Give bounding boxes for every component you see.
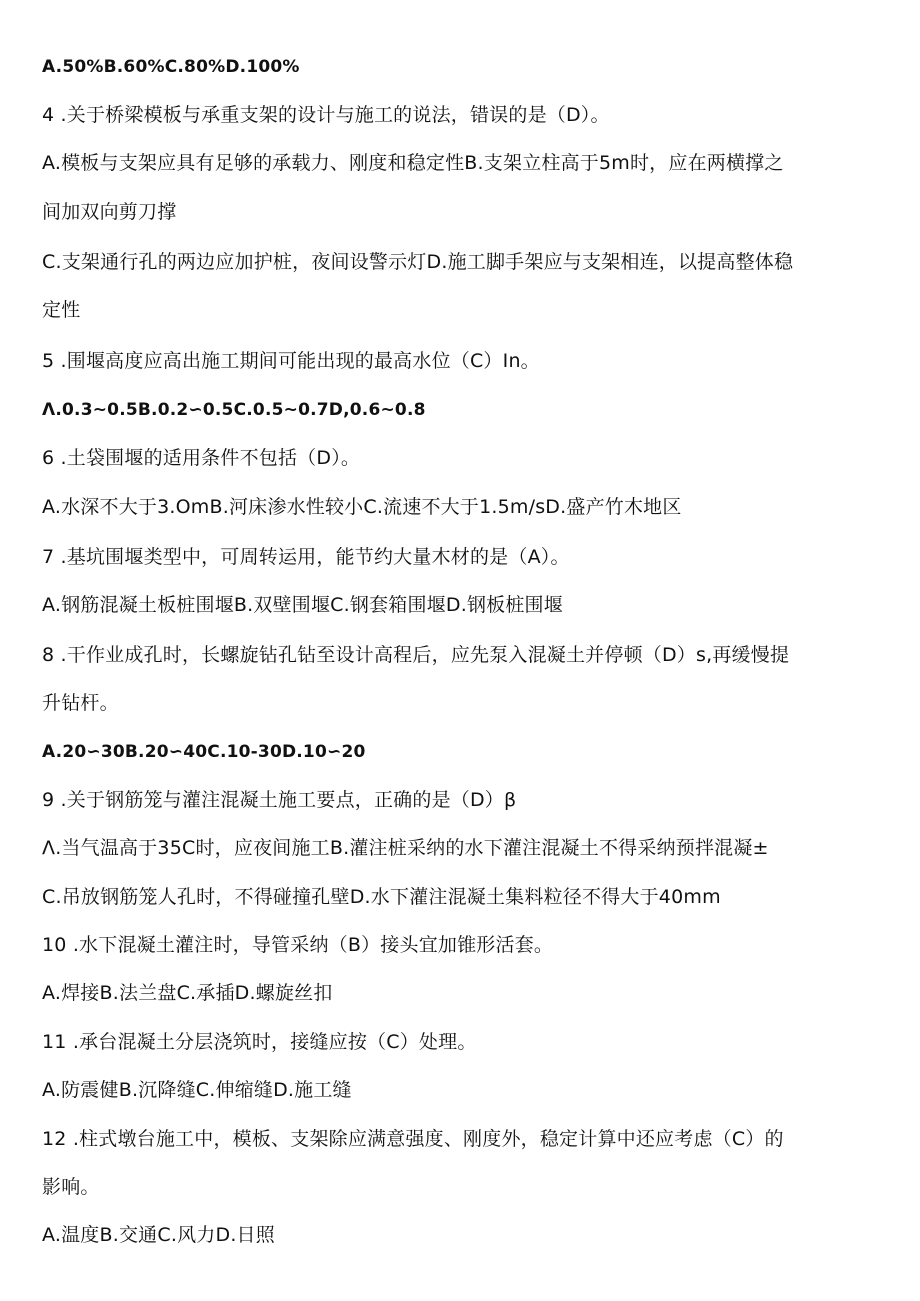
options-q4-line4: 定性 (42, 299, 81, 321)
question-5: 5 .围堰高度应高出施工期间可能出现的最高水位（C）In。 (42, 350, 540, 372)
question-8-line1: 8 .干作业成孔时，长螺旋钻孔钻至设计高程后，应先泵入混凝土并停顿（D）s,再缓慢提 (42, 644, 790, 666)
options-q6: A.水深不大于3.OmB.河床渗水性较小C.流速不大于1.5m/sD.盛产竹木地区 (42, 496, 682, 518)
question-6: 6 .土袋围堰的适用条件不包括（D）。 (42, 447, 361, 469)
options-q10: A.焊接B.法兰盘C.承插D.螺旋丝扣 (42, 982, 333, 1004)
options-q3: A.50%B.60%C.80%D.100% (42, 57, 300, 77)
options-q7: A.钢筋混凝土板桩围堰B.双壁围堰C.钢套箱围堰D.钢板桩围堰 (42, 594, 563, 616)
options-q9-line1: Λ.当气温高于35C时，应夜间施工B.灌注桩采纳的水下灌注混凝土不得采纳预拌混凝± (42, 837, 769, 859)
question-9: 9 .关于钢筋笼与灌注混凝土施工要点，正确的是（D）β (42, 789, 517, 811)
question-12-line2: 影响。 (42, 1176, 100, 1198)
question-4: 4 .关于桥梁模板与承重支架的设计与施工的说法，错误的是（D）。 (42, 104, 610, 126)
options-q4-line1: A.模板与支架应具有足够的承载力、刚度和稳定性B.支架立柱高于5m时，应在两横撑之 (42, 152, 784, 174)
options-q12: A.温度B.交通C.风力D.日照 (42, 1224, 275, 1246)
options-q9-line2: C.吊放钢筋笼人孔时，不得碰撞孔壁D.水下灌注混凝土集料粒径不得大于40mm (42, 886, 721, 908)
question-7: 7 .基坑围堰类型中，可周转运用，能节约大量木材的是（A）。 (42, 546, 570, 568)
options-q11: A.防震健B.沉降缝C.伸缩缝D.施工缝 (42, 1079, 352, 1101)
options-q5: Λ.0.3~0.5B.0.2∽0.5C.0.5~0.7D,0.6~0.8 (42, 400, 426, 420)
question-12-line1: 12 .柱式墩台施工中，模板、支架除应满意强度、刚度外，稳定计算中还应考虑（C）的 (42, 1128, 784, 1150)
options-q4-line2: 间加双向剪刀撑 (42, 201, 177, 223)
options-q8: A.20∽30B.20∽40C.10-30D.10∽20 (42, 742, 366, 762)
question-8-line2: 升钻杆。 (42, 692, 119, 714)
options-q4-line3: C.支架通行孔的两边应加护桩，夜间设警示灯D.施工脚手架应与支架相连，以提高整体稳 (42, 251, 794, 273)
question-10: 10 .水下混凝土灌注时，导管采纳（B）接头宜加锥形活套。 (42, 934, 554, 956)
question-11: 11 .承台混凝土分层浇筑时，接缝应按（C）处理。 (42, 1031, 477, 1053)
